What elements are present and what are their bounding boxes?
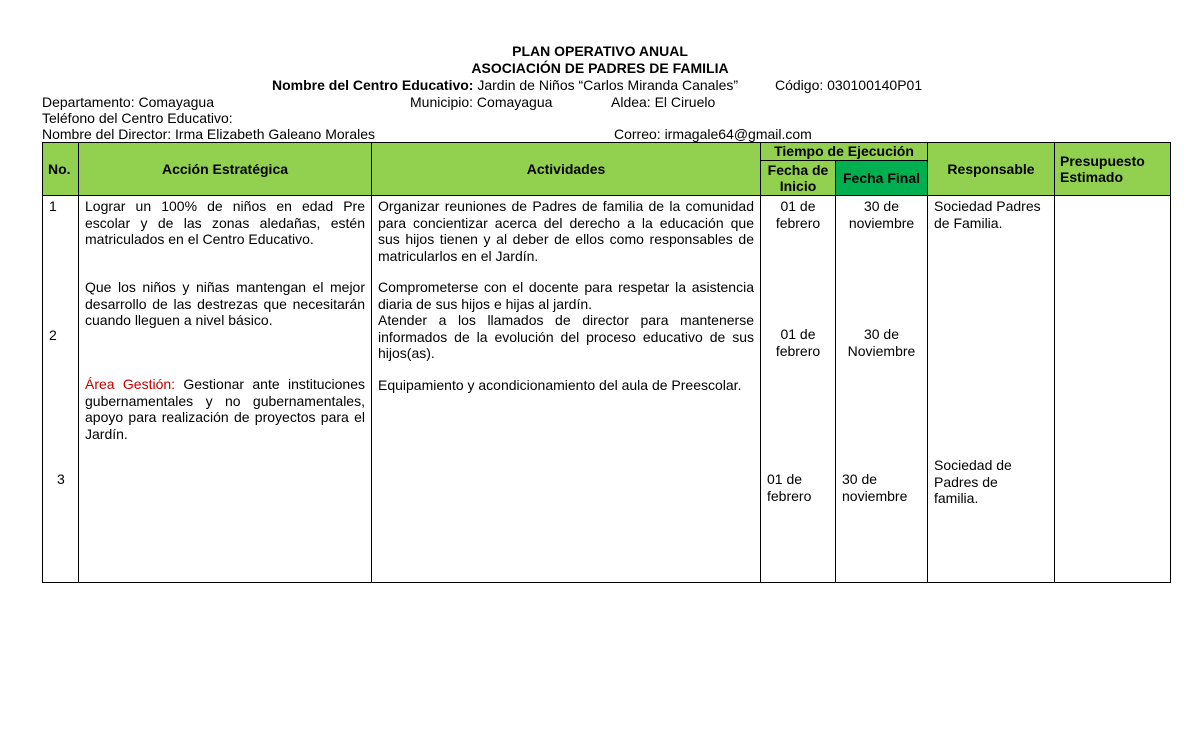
- responsable-3: Sociedad de Padres de familia.: [934, 457, 1012, 506]
- header-accion: Acción Estratégica: [79, 143, 372, 196]
- centro-label: Nombre del Centro Educativo:: [272, 77, 474, 93]
- fecha-inicio-3: 01 de febrero: [767, 471, 812, 504]
- row-number-2: 2: [49, 327, 57, 343]
- actividad-4: Equipamiento y acondicionamiento del aula de Preescolar.: [378, 377, 742, 393]
- actividad-1: Organizar reuniones de Padres de familia de la comunidad para concientizar acerca del derecho a la educación que sus hijos tienen y al deber de ellos como responsables de matricularlos en el Jardín.: [378, 198, 754, 264]
- centro-educativo-line: [272, 77, 738, 93]
- accion-2: Que los niños y niñas mantengan el mejor desarrollo de las destrezas que necesitarán cuando lleguen a nivel básico.: [85, 279, 365, 328]
- actividades-cell: [372, 196, 761, 583]
- responsable-1: Sociedad Padres de Familia.: [934, 198, 1041, 231]
- header-actividades: Actividades: [372, 143, 761, 196]
- fecha-final-3: 30 de noviembre: [842, 471, 908, 504]
- responsable-cell: [928, 196, 1055, 583]
- director: Nombre del Director: Irma Elizabeth Galeano Morales: [42, 126, 376, 142]
- presupuesto-cell: [1055, 196, 1171, 583]
- codigo: Código: 030100140P01: [775, 77, 923, 93]
- telefono: Teléfono del Centro Educativo:: [42, 110, 233, 126]
- accion-3-text: Gestionar ante instituciones gubernamentales y no gubernamentales, apoyo para realización de proyectos para el Jardín.: [85, 376, 366, 442]
- header-no: No.: [43, 143, 79, 196]
- plan-table: [42, 142, 1171, 583]
- municipio: Municipio: Comayagua: [410, 94, 553, 110]
- centro-value: Jardin de Niños “Carlos Miranda Canales”: [473, 77, 739, 93]
- fecha-final-cell: [836, 196, 928, 583]
- document-title: PLAN OPERATIVO ANUAL: [512, 43, 688, 59]
- header-fecha-inicio: Fecha de Inicio: [761, 161, 836, 196]
- header-presupuesto: Presupuesto Estimado: [1055, 143, 1171, 196]
- row-number-3: 3: [57, 471, 65, 487]
- fecha-inicio-2: 01 de febrero: [775, 326, 821, 359]
- accion-1: Lograr un 100% de niños en edad Pre escolar y de las zonas aledañas, estén matriculados en el Centro Educativo.: [85, 198, 365, 247]
- numbers-cell: [43, 196, 79, 583]
- fecha-final-1: 30 de noviembre: [848, 198, 915, 231]
- header-responsable: Responsable: [928, 143, 1055, 196]
- area-gestion-label: Área Gestión:: [85, 376, 176, 392]
- aldea: Aldea: El Ciruelo: [611, 94, 716, 110]
- actividad-3: Atender a los llamados de director para mantenerse informados de la evolución del proceso educativo de sus hijos(as).: [378, 312, 754, 361]
- header-fecha-final: Fecha Final: [836, 161, 928, 196]
- fecha-inicio-1: 01 de febrero: [775, 198, 821, 231]
- correo: Correo: irmagale64@gmail.com: [614, 126, 812, 142]
- fecha-final-2: 30 de Noviembre: [847, 326, 916, 359]
- actividad-2: Comprometerse con el docente para respetar la asistencia diaria de sus hijos e hijas al jardín.: [378, 279, 754, 312]
- departamento: Departamento: Comayagua: [42, 94, 214, 110]
- row-number-1: 1: [49, 198, 57, 214]
- fecha-inicio-cell: [761, 196, 836, 583]
- header-tiempo: Tiempo de Ejecución: [761, 143, 928, 161]
- document-subtitle: ASOCIACIÓN DE PADRES DE FAMILIA: [471, 60, 729, 76]
- acciones-cell: [79, 196, 372, 583]
- accion-3: [85, 376, 365, 442]
